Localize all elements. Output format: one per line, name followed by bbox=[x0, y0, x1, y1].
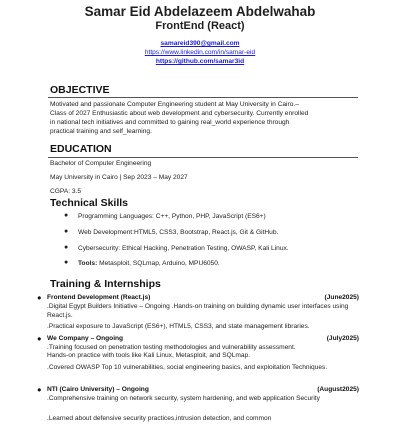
job-detail: .Covered OWASP Top 10 vulnerabilities, social engineering basics, and exploitation Techniques. bbox=[47, 364, 328, 371]
objective-line: Motivated and passionate Computer Engineering student at May University in Cairo.– bbox=[50, 101, 299, 108]
job-detail: .Digital Egypt Builders Initiative – Ongoing .Hands-on training on building dynamic user interfaces using React.js. bbox=[47, 303, 349, 319]
job-date: (June2025) bbox=[324, 294, 359, 301]
job-detail: .Training focused on penetration testing methodologies and vulnerability assessment. bbox=[47, 344, 296, 351]
objective-line: practical training and self_learning. bbox=[50, 127, 152, 135]
bullet-icon: ● bbox=[37, 385, 42, 394]
skills-list bbox=[62, 213, 362, 276]
bullet-icon: ● bbox=[64, 212, 69, 219]
job-title: We Company – Ongoing bbox=[47, 335, 124, 342]
education-degree: Bachelor of Computer Engineering bbox=[50, 160, 152, 167]
objective-line: in national tech initiatives and committed to gaining real_world experience through bbox=[50, 118, 290, 126]
bullet-icon: ● bbox=[37, 293, 42, 302]
education-cgpa: CGPA: 3.5 bbox=[50, 188, 82, 195]
job-detail: .Comprehensive training on network security, system hardening, and web application Security bbox=[47, 395, 320, 402]
skill-item: ● Web Development:HTML5, CSS3, Bootstrap, React.js, Git & GitHub. bbox=[64, 227, 279, 236]
bullet-icon: ● bbox=[64, 227, 69, 235]
skills-heading: Technical Skills bbox=[50, 197, 129, 209]
section-divider bbox=[48, 157, 358, 158]
bullet-icon: ● bbox=[64, 259, 69, 267]
section-divider bbox=[48, 97, 358, 98]
skill-item: ● Tools: Metasploit, SQLmap, Arduino, MPU6050. bbox=[64, 259, 220, 268]
education-heading: EDUCATION bbox=[50, 143, 112, 155]
objective-heading: OBJECTIVE bbox=[50, 84, 110, 96]
objective-text bbox=[50, 101, 362, 137]
job-detail: Hands-on practice with tools like Kali Linux, Metasploit, and SQLmap. bbox=[47, 352, 251, 359]
candidate-role: FrontEnd (React) bbox=[155, 20, 245, 32]
skill-item: ● Programming Languages: C++, Python, PHP, JavaScript (ES6+) bbox=[64, 212, 266, 220]
job-date: (August2025) bbox=[317, 386, 359, 393]
objective-line: Class of 2027 Enthusiastic about web development and cybersecurity. Currently enrolled bbox=[50, 109, 309, 117]
job-date: (July2025) bbox=[326, 335, 359, 342]
education-school: May University in Cairo | Sep 2023 – May 2027 bbox=[50, 174, 188, 181]
skill-item: ● Cybersecurity: Ethical Hacking, Penetration Testing, OWASP, Kali Linux. bbox=[64, 243, 289, 252]
training-heading: Training & Internships bbox=[50, 278, 161, 290]
job-title: Frontend Development (React.js) bbox=[47, 294, 151, 301]
bullet-icon: ● bbox=[37, 334, 42, 343]
job-detail: .Practical exposure to JavaScript (ES6+), HTML5, CSS3, and state management libraries. bbox=[47, 323, 310, 330]
github-link[interactable]: https://github.com/samar3id bbox=[155, 58, 245, 65]
linkedin-link[interactable]: https://www.linkedin.com/in/samar-eid bbox=[144, 49, 256, 56]
job-detail: .Learned about defensive security practices,intrusion detection, and common bbox=[47, 415, 272, 422]
email-link[interactable]: samareid390@gmail.com bbox=[160, 40, 240, 47]
candidate-name: Samar Eid Abdelazeem Abdelwahab bbox=[84, 4, 316, 19]
job-title: NTI (Cairo University) – Ongoing bbox=[47, 386, 149, 393]
bullet-icon: ● bbox=[64, 243, 69, 251]
